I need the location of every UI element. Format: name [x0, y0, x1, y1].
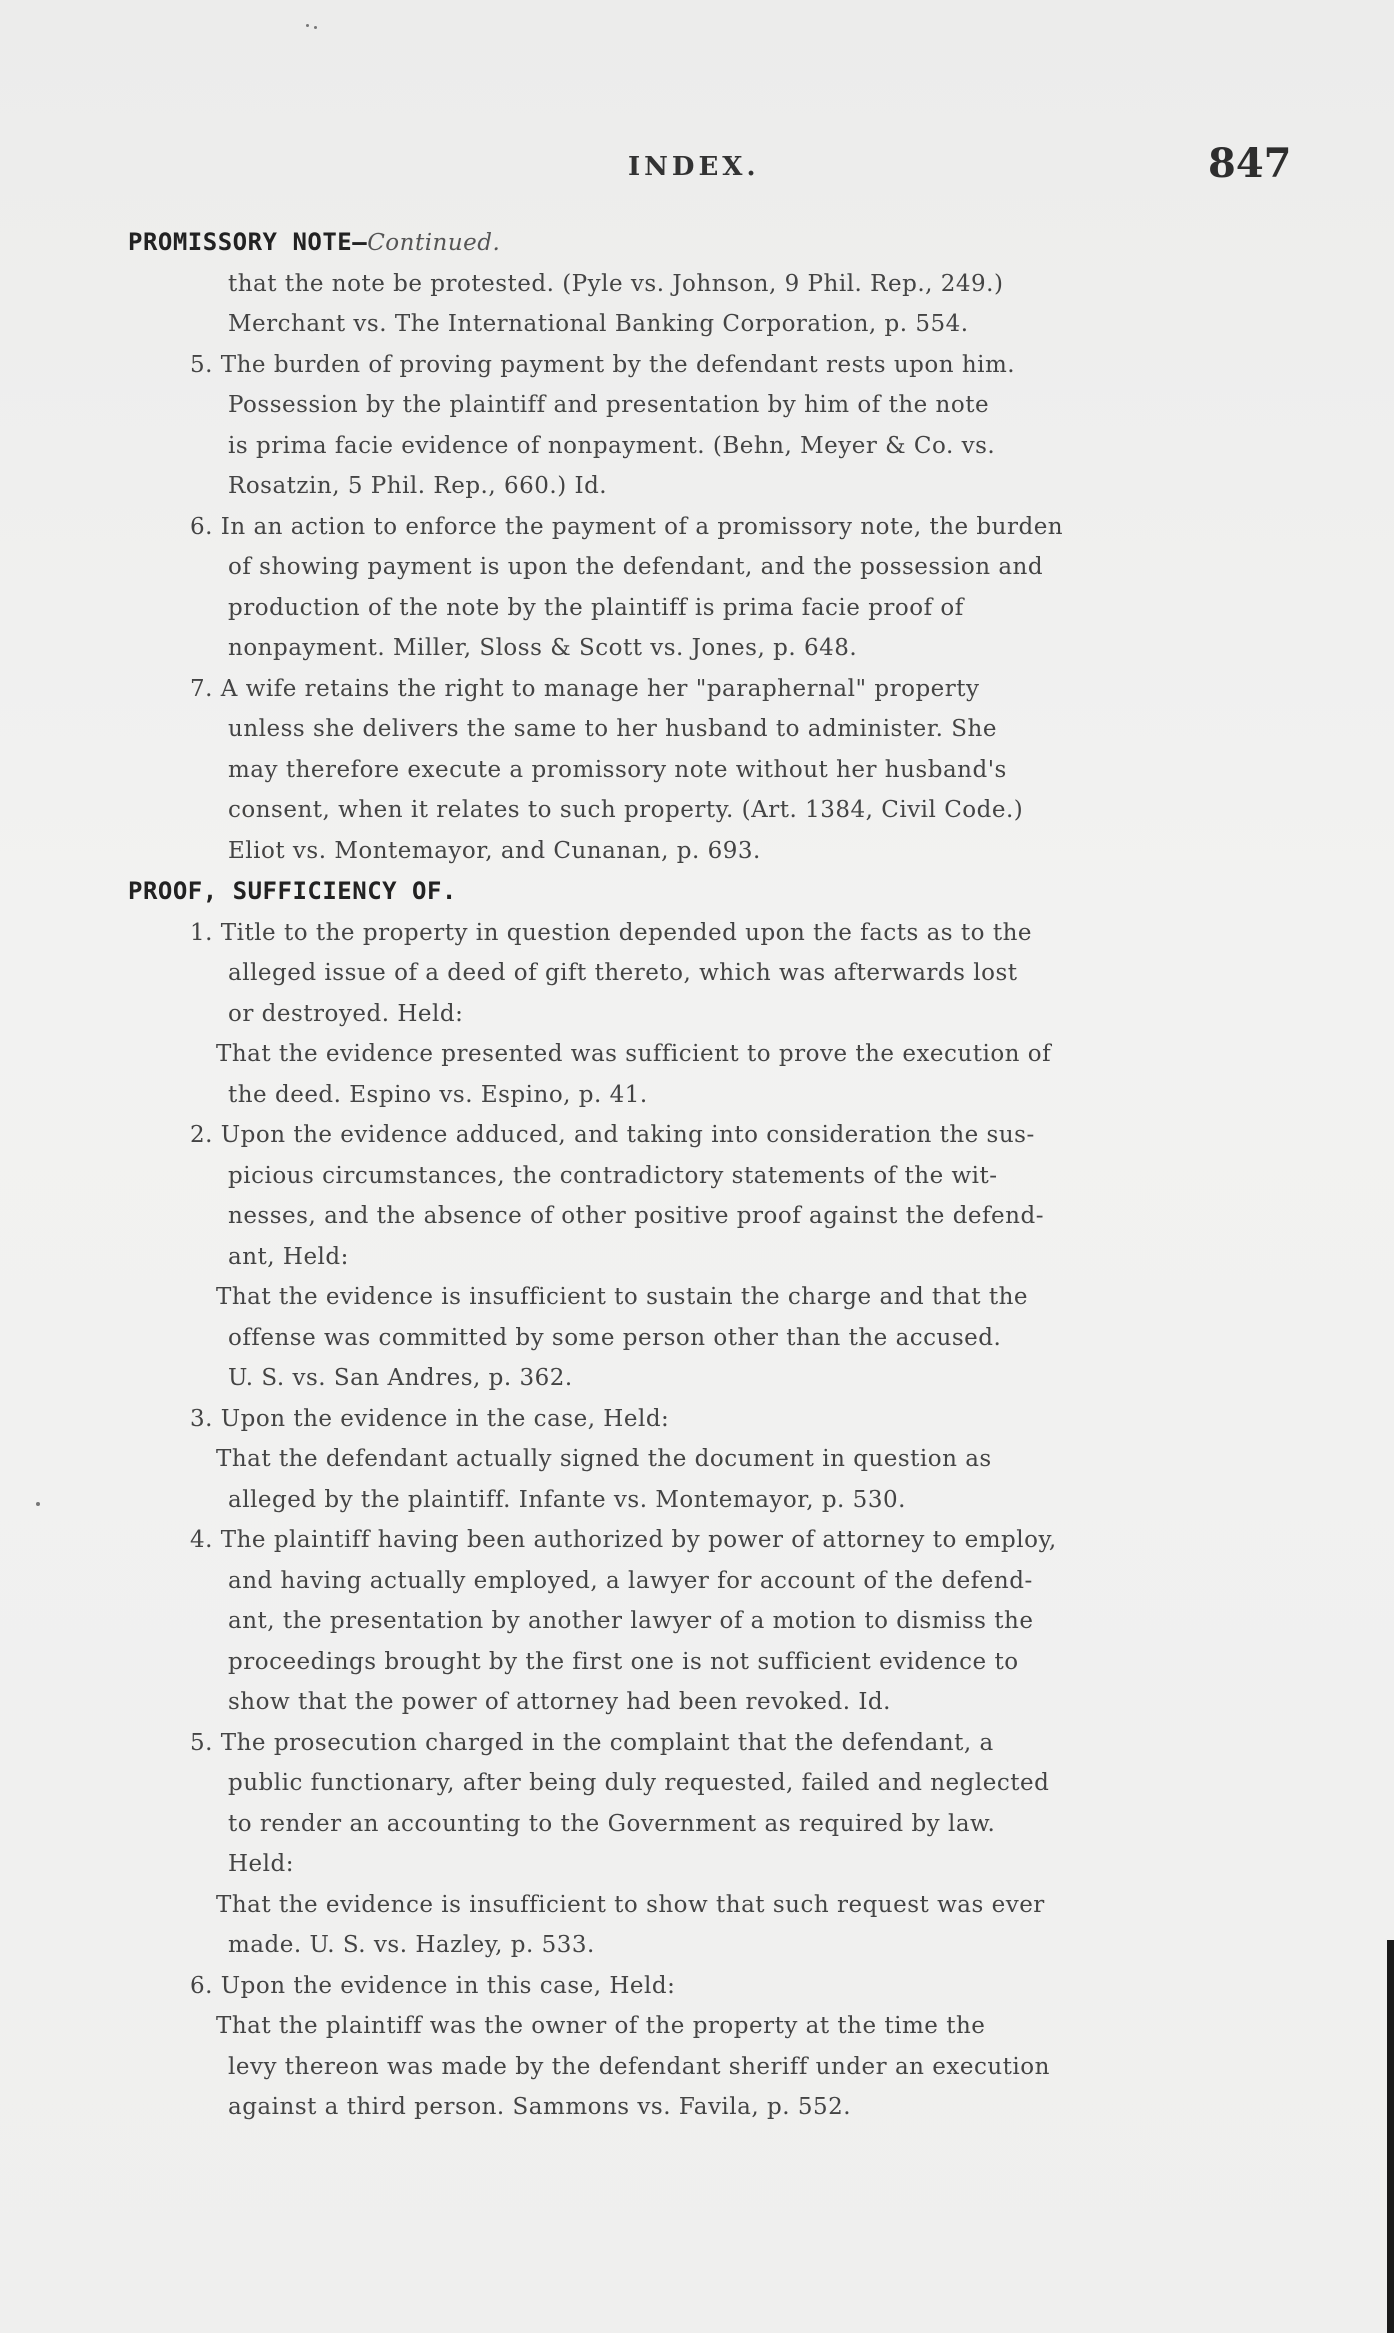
- index-line: to render an accounting to the Government as required by law.: [228, 1810, 996, 1837]
- scan-speck: [314, 26, 317, 29]
- index-line: 2. Upon the evidence adduced, and taking into consideration the sus-: [190, 1122, 1035, 1148]
- index-line: That the evidence presented was sufficient to prove the execution of: [216, 1041, 1052, 1067]
- index-line: public functionary, after being duly requested, failed and neglected: [228, 1770, 1050, 1796]
- heading-text: PROOF, SUFFICIENCY OF.: [128, 877, 457, 905]
- index-line: picious circumstances, the contradictory statements of the wit-: [228, 1162, 998, 1189]
- index-line: that the note be protested. (Pyle vs. Johnson, 9 Phil. Rep., 249.): [228, 270, 1004, 297]
- index-line: Merchant vs. The International Banking Corporation, p. 554.: [228, 311, 969, 337]
- index-line: That the evidence is insufficient to sustain the charge and that the: [216, 1284, 1028, 1310]
- index-line: Held:: [228, 1851, 294, 1877]
- index-line: Possession by the plaintiff and presentation by him of the note: [228, 392, 990, 418]
- index-line: That the defendant actually signed the document in question as: [216, 1446, 992, 1472]
- section-heading-promissory-note: [128, 222, 1288, 264]
- index-line: against a third person. Sammons vs. Favila, p. 552.: [228, 2094, 852, 2120]
- index-line: and having actually employed, a lawyer for account of the defend-: [228, 1567, 1033, 1594]
- index-line: That the evidence is insufficient to show that such request was ever: [216, 1891, 1045, 1918]
- continued-label: Continued.: [367, 230, 501, 256]
- index-line: ant, Held:: [228, 1243, 349, 1270]
- page-number: 847: [1208, 140, 1292, 187]
- section-heading-proof-sufficiency: [128, 871, 1288, 913]
- scan-speck: [36, 1502, 40, 1506]
- index-line: nonpayment. Miller, Sloss & Scott vs. Jones, p. 648.: [228, 635, 858, 661]
- index-line: consent, when it relates to such property. (Art. 1384, Civil Code.): [228, 797, 1024, 823]
- index-line: ant, the presentation by another lawyer of a motion to dismiss the: [228, 1608, 1034, 1634]
- index-line: is prima facie evidence of nonpayment. (Behn, Meyer & Co. vs.: [228, 432, 996, 459]
- index-line: That the plaintiff was the owner of the property at the time the: [216, 2013, 986, 2039]
- heading-text: PROMISSORY NOTE—: [128, 228, 368, 256]
- running-header: INDEX.: [628, 152, 760, 182]
- index-body: [128, 222, 1288, 2128]
- index-line: 1. Title to the property in question depended upon the facts as to the: [190, 919, 1032, 946]
- index-line: 5. The burden of proving payment by the defendant rests upon him.: [190, 351, 1016, 378]
- index-line: of showing payment is upon the defendant, and the possession and: [228, 554, 1044, 580]
- index-line: levy thereon was made by the defendant sheriff under an execution: [228, 2053, 1050, 2080]
- index-line: the deed. Espino vs. Espino, p. 41.: [228, 1081, 648, 1108]
- index-line: or destroyed. Held:: [228, 1000, 464, 1027]
- index-line: alleged issue of a deed of gift thereto, which was afterwards lost: [228, 960, 1018, 986]
- index-line: 6. In an action to enforce the payment of a promissory note, the burden: [190, 513, 1064, 540]
- scan-speck: [306, 24, 309, 27]
- index-line: may therefore execute a promissory note without her husband's: [228, 756, 1007, 783]
- index-line: unless she delivers the same to her husband to administer. She: [228, 716, 997, 742]
- index-line: 5. The prosecution charged in the complaint that the defendant, a: [190, 1729, 994, 1756]
- index-line: 4. The plaintiff having been authorized by power of attorney to employ,: [190, 1527, 1057, 1553]
- index-line: production of the note by the plaintiff is prima facie proof of: [228, 594, 964, 621]
- index-line: Eliot vs. Montemayor, and Cunanan, p. 693.: [228, 837, 761, 864]
- index-line: proceedings brought by the first one is not sufficient evidence to: [228, 1648, 1019, 1675]
- scan-edge-bar: [1387, 1940, 1394, 2333]
- index-line: show that the power of attorney had been revoked. Id.: [228, 1689, 891, 1715]
- index-line: made. U. S. vs. Hazley, p. 533.: [228, 1932, 595, 1958]
- index-line: alleged by the plaintiff. Infante vs. Montemayor, p. 530.: [228, 1486, 906, 1513]
- index-line: 6. Upon the evidence in this case, Held:: [190, 1972, 676, 1999]
- index-line: offense was committed by some person other than the accused.: [228, 1324, 1002, 1351]
- index-line: nesses, and the absence of other positive proof against the defend-: [228, 1203, 1044, 1229]
- index-line: U. S. vs. San Andres, p. 362.: [228, 1365, 573, 1391]
- index-line: Rosatzin, 5 Phil. Rep., 660.) Id.: [228, 473, 608, 499]
- index-line: 7. A wife retains the right to manage her "paraphernal" property: [190, 675, 980, 702]
- index-line: 3. Upon the evidence in the case, Held:: [190, 1405, 670, 1432]
